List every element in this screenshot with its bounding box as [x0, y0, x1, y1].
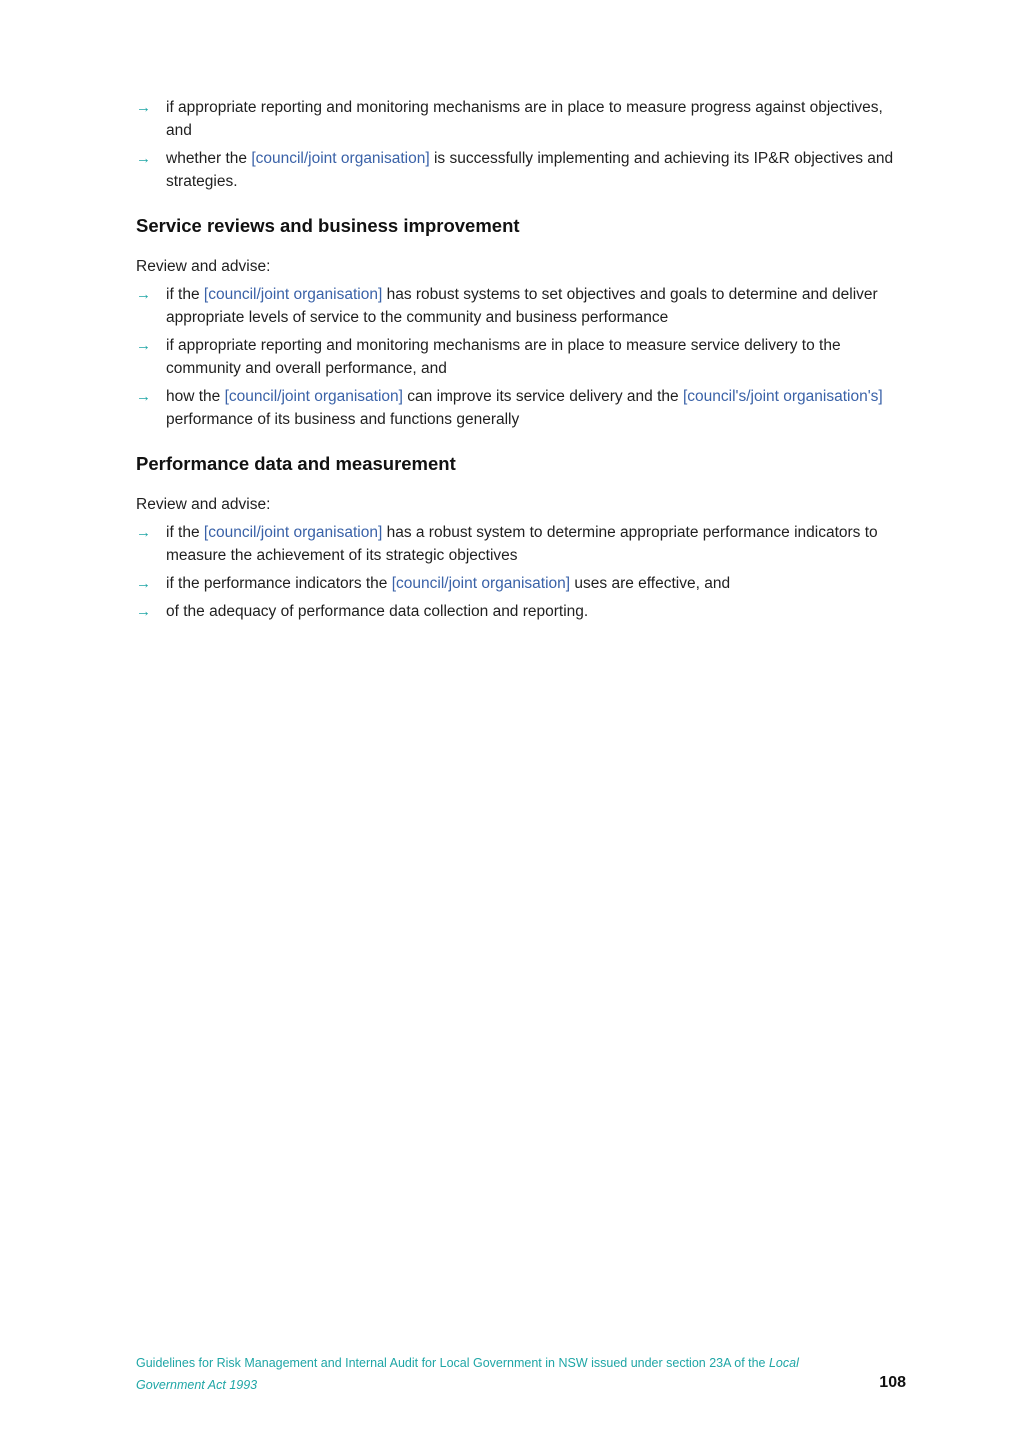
item-text: how the — [166, 388, 225, 405]
item-text: of the adequacy of performance data collection and reporting. — [166, 603, 589, 620]
item-text: whether the — [166, 150, 252, 167]
item-text: has a robust system to determine appropriate performance indicators to measure the achievement of its strategic objectives — [166, 524, 878, 564]
arrow-right-icon: → — [136, 337, 151, 354]
item-text: can improve its service delivery and the — [402, 388, 683, 405]
arrow-right-icon: → — [136, 99, 151, 116]
list-item — [136, 600, 906, 623]
footer-citation — [136, 1352, 866, 1396]
item-text: if the — [166, 286, 204, 303]
item-text: if the — [166, 524, 204, 541]
placeholder-text: [council's/joint organisation's] — [682, 388, 883, 405]
list-item — [136, 147, 906, 193]
arrow-right-icon: → — [136, 286, 151, 303]
arrow-right-icon: → — [136, 524, 151, 541]
placeholder-text: [council/joint organisation] — [391, 575, 571, 592]
sections — [136, 215, 906, 623]
item-text: if appropriate reporting and monitoring mechanisms are in place to measure progress against objectives, and — [166, 99, 883, 139]
footer-act-title: Local Government Act 1993 — [136, 1356, 799, 1392]
item-text: if appropriate reporting and monitoring mechanisms are in place to measure service delivery to the community and overall performance, and — [166, 337, 841, 377]
section-heading: Performance data and measurement — [136, 453, 456, 474]
placeholder-text: [council/joint organisation] — [224, 388, 403, 405]
arrow-right-icon: → — [136, 603, 151, 620]
section-list — [136, 283, 906, 431]
section-intro: Review and advise: — [136, 258, 271, 275]
item-text: has robust systems to set objectives and goals to determine and deliver appropriate levels of service to the community and business performance — [166, 286, 878, 326]
list-item — [136, 385, 906, 431]
page-number: 108 — [879, 1374, 906, 1391]
page-content — [136, 96, 906, 628]
item-text: if the performance indicators the — [166, 575, 392, 592]
placeholder-text: [council/joint organisation] — [251, 150, 430, 167]
section — [136, 453, 906, 623]
section-heading: Service reviews and business improvement — [136, 215, 520, 236]
item-text: performance of its business and functions generally — [166, 411, 520, 428]
section — [136, 215, 906, 431]
placeholder-text: [council/joint organisation] — [203, 524, 383, 541]
list-item — [136, 96, 906, 142]
list-item — [136, 572, 906, 595]
arrow-right-icon: → — [136, 150, 151, 167]
section-list — [136, 521, 906, 623]
continued-list — [136, 96, 906, 193]
list-item — [136, 283, 906, 329]
item-text: uses are effective, and — [570, 575, 731, 592]
arrow-right-icon: → — [136, 575, 151, 592]
page-footer — [136, 1352, 906, 1396]
arrow-right-icon: → — [136, 388, 151, 405]
section-intro: Review and advise: — [136, 496, 271, 513]
footer-text: Guidelines for Risk Management and Internal Audit for Local Government in NSW issued under section 23A of the — [136, 1356, 769, 1370]
item-text: is successfully implementing and achieving its IP&R objectives and strategies. — [166, 150, 894, 190]
list-item — [136, 521, 906, 567]
list-item — [136, 334, 906, 380]
placeholder-text: [council/joint organisation] — [203, 286, 383, 303]
